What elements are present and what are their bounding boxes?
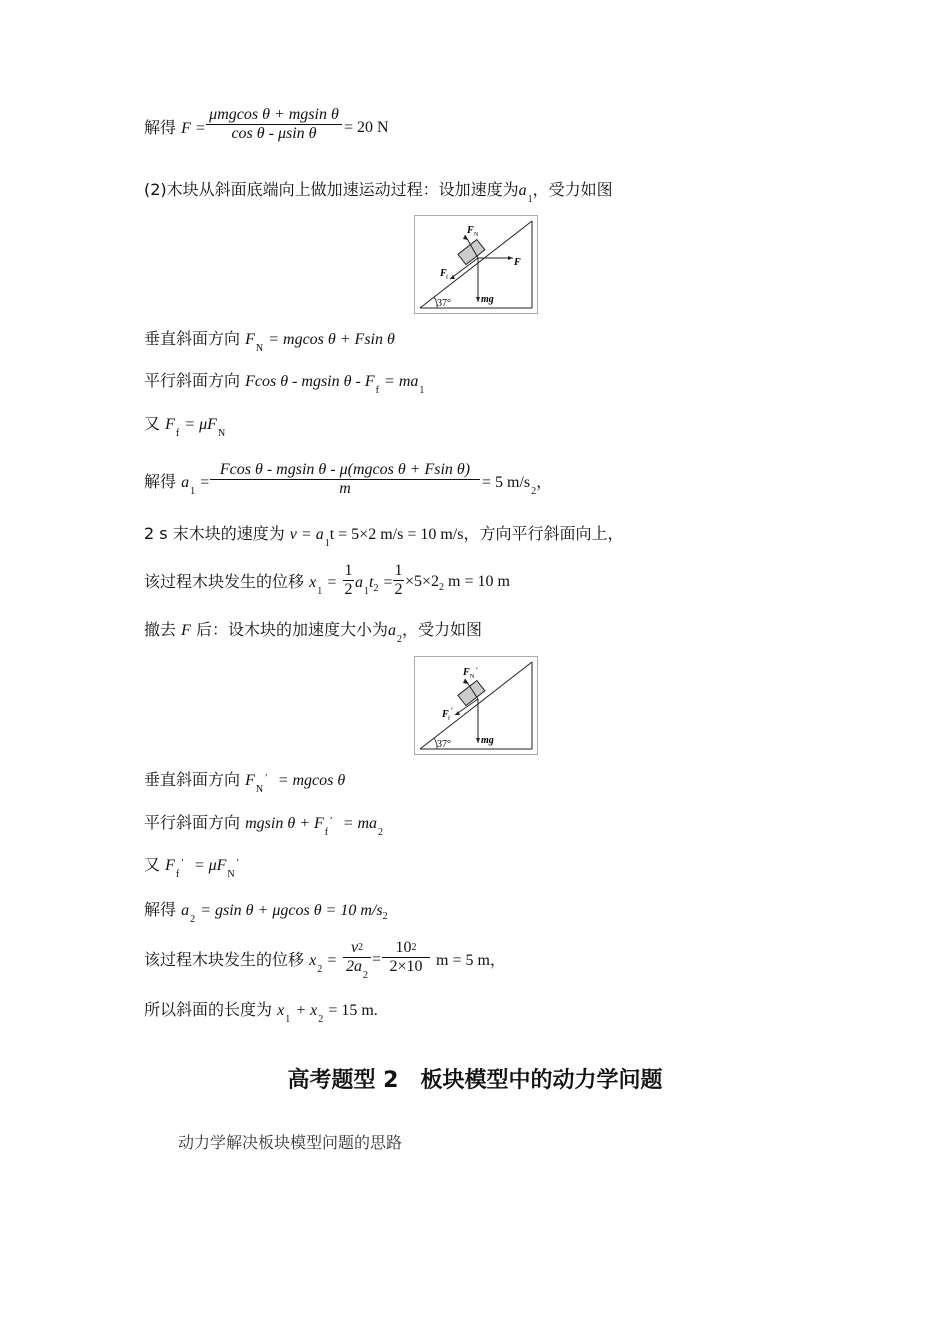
label-angle-2: 37° <box>437 739 451 750</box>
friction-eq-1: 又 $F_f = \mu F_N$ <box>144 414 226 439</box>
half-fraction-2: 1 2 <box>394 562 403 598</box>
label-fn-prime: F <box>463 667 470 678</box>
solve-a1-line: 解得 $a_1$ = <box>144 472 210 497</box>
velocity-line: 2 s 末木块的速度为 $v = a_1t = 5\times 2$ m/s = 10 m/s，方向平行斜面向上， <box>144 524 624 549</box>
fraction-a1: Fcos θ - mgsin θ - μ(mgcos θ + Fsin θ) m <box>210 461 480 498</box>
svg-text:f: f <box>446 275 448 281</box>
incline-length-line: 所以斜面的长度为 $x_1 + x_2 = 15$ m. <box>144 1000 378 1025</box>
result-a1: = 5 $m/s_2$， <box>482 472 553 497</box>
label-f: F <box>514 257 521 268</box>
displacement-1-label: 该过程木块发生的位移 $x_1$ = <box>144 572 337 597</box>
half-fraction-1: 1 2 <box>344 562 353 598</box>
svg-text:f: f <box>448 716 450 722</box>
displacement-1-mid: $a_1t_2$ = <box>355 574 393 597</box>
solve-a2-line: 解得 $a_2 = gsin$ θ + μgcos θ = 10 $m/s_2$ <box>144 900 388 925</box>
displacement-2-result: m = 5 m， <box>436 950 506 969</box>
label-ff-prime: F <box>442 709 449 720</box>
incline-diagram-svg <box>415 216 537 313</box>
label-ff: F <box>440 268 447 279</box>
label-mg-2: mg <box>481 735 494 746</box>
force-diagram-1 <box>414 215 538 314</box>
force-diagram-2 <box>414 656 538 755</box>
section-caption: 动力学解决板块模型问题的思路 <box>178 1133 403 1152</box>
section-heading: 高考题型 2 板块模型中的动力学问题 <box>287 1068 663 1093</box>
svg-text:N: N <box>470 674 475 680</box>
svg-text:′: ′ <box>476 666 478 676</box>
displacement-1-result: $\times 5\times 2_2$ m = 10 m <box>405 573 510 593</box>
incline-diagram-svg-2 <box>415 657 537 754</box>
label-angle: 37° <box>437 298 451 309</box>
remove-f-line: 撤去 F 后：设木块的加速度大小为$a_2$，受力如图 <box>144 620 483 645</box>
svg-text:N: N <box>474 232 479 238</box>
result-f: = 20 N <box>344 119 389 136</box>
fraction-f: μmgcos θ + mgsin θ cos θ - μsin θ <box>206 106 342 143</box>
perpendicular-eq-2: 垂直斜面方向 $F_N' = mgcos$ θ <box>144 770 346 795</box>
label-mg: mg <box>481 294 494 305</box>
fraction-100: 102 2×10 <box>382 939 430 976</box>
label-fn: F <box>467 225 474 236</box>
solve-f-line: 解得 F = <box>144 118 206 137</box>
parallel-eq-1: 平行斜面方向 Fcos θ - mgsin $\theta - F_f = ma_1$ <box>144 371 425 396</box>
fraction-v2: v2 $2a_2$ <box>343 939 371 976</box>
displacement-2-eq: = <box>372 951 382 968</box>
svg-text:′: ′ <box>451 706 453 716</box>
part2-intro: (2)木块从斜面底端向上做加速运动过程：设加速度为$a_1$，受力如图 <box>144 180 613 205</box>
perpendicular-eq-1: 垂直斜面方向 $F_N = mgcos$ θ + Fsin θ <box>144 329 395 354</box>
displacement-2-label: 该过程木块发生的位移 $x_2$ = <box>144 950 337 975</box>
parallel-eq-2: 平行斜面方向 mgsin $\theta + F_f' = ma_2$ <box>144 813 384 838</box>
friction-eq-2: 又 $F_f' = \mu F_N'$ <box>144 855 240 880</box>
